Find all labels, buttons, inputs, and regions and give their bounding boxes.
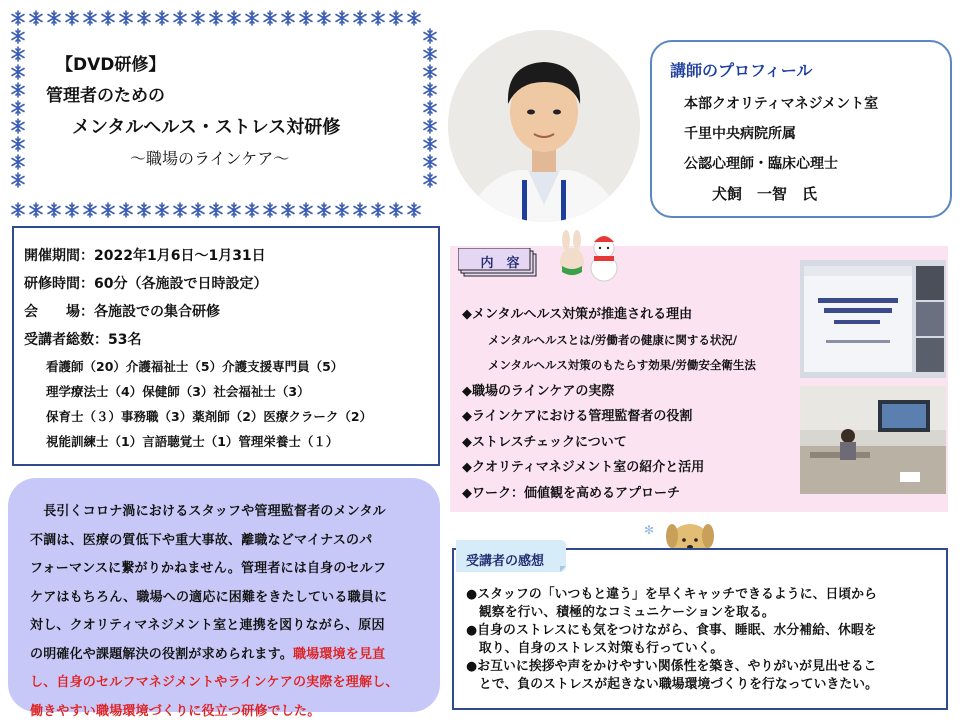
message-highlight-line: 働きやすい職場環境づくりに役立つ研修でした。 [30, 698, 420, 726]
title-frame [8, 8, 440, 220]
snowflake-icon [264, 203, 276, 217]
feedback-line: ●自身のストレスにも気をつけながら、食事、睡眠、水分補給、休暇を [466, 622, 934, 640]
snowflake-icon [12, 119, 24, 133]
message-highlight-line: し、自身のセルフマネジメントやラインケアの実際を理解し、 [30, 669, 420, 698]
snowflake-icon [48, 203, 60, 217]
snowflake-icon [66, 203, 78, 217]
snowflake-icon [228, 203, 240, 217]
title-line-3: メンタルヘルス・ストレス対研修 [46, 112, 426, 143]
snowflake-icon [424, 29, 436, 43]
snowflake-icon [246, 203, 258, 217]
snowflake-icon [354, 11, 366, 25]
feedback-line: 観察を行い、積極的なコミュニケーションを取る。 [466, 604, 934, 622]
message-line: 長引くコロナ渦におけるスタッフや管理監督者のメンタル [30, 498, 420, 527]
breakdown-line: 保育士（３）事務職（3）薬剤師（2）医療クラーク（2） [24, 404, 428, 429]
snowflake-icon [282, 203, 294, 217]
classroom-photo [800, 386, 946, 494]
profile-hospital: 千里中央病院所属 [670, 119, 932, 149]
snowflake-icon [246, 11, 258, 25]
snowflake-icon [210, 203, 222, 217]
snowflake-icon [390, 203, 402, 217]
content-item: ◆ストレスチェックについて [462, 430, 796, 456]
profile-dept: 本部クオリティマネジメント室 [670, 89, 932, 119]
snowflake-icon [354, 203, 366, 217]
content-item: ◆クオリティマネジメント室の紹介と活用 [462, 455, 796, 481]
message-line: 不調は、医療の質低下や重大事故、離職などマイナスのパ [30, 527, 420, 556]
snowflake-icon [84, 203, 96, 217]
snowflake-icon [102, 203, 114, 217]
breakdown-line: 看護師（20）介護福祉士（5）介護支援専門員（5） [24, 354, 428, 379]
snowflake-icon [102, 11, 114, 25]
snowflake-icon [12, 173, 24, 187]
snowflake-icon [12, 47, 24, 61]
message-line: 対し、クオリティマネジメント室と連携を図りながら、原因 [30, 612, 420, 641]
snowflake-icon [192, 203, 204, 217]
snowflake-icon [156, 203, 168, 217]
snowflake-icon [424, 173, 436, 187]
summary-message [8, 478, 440, 712]
profile-heading: 講師のプロフィール [670, 58, 932, 81]
snowflake-icon [390, 11, 402, 25]
content-subitem: メンタルヘルス対策のもたらす効果/労働安全衛生法 [462, 353, 796, 379]
content-label: 内 容 [472, 252, 528, 271]
snowflake-icon [156, 11, 168, 25]
snowflake-icon [174, 203, 186, 217]
instructor-photo [448, 30, 640, 222]
info-time: 研修時間：60分（各施設で日時設定） [24, 270, 428, 298]
feedback-line: とで、負のストレスが起きない職場環境づくりを行なっていきたい。 [466, 676, 934, 694]
snowflake-icon [228, 11, 240, 25]
content-item: ◆メンタルヘルス対策が推進される理由 [462, 302, 796, 328]
content-item: ◆ラインケアにおける管理監督者の役割 [462, 404, 796, 430]
snowflake-icon [12, 155, 24, 169]
snowflake-icon [300, 203, 312, 217]
snowflake-icon [12, 101, 24, 115]
feedback-line: ●お互いに挨拶や声をかけやすい関係性を築き、やりがいが見出せるこ [466, 658, 934, 676]
training-info [12, 226, 440, 466]
snowflake-icon [120, 11, 132, 25]
snowflake-icon [174, 11, 186, 25]
classroom-image [800, 386, 946, 494]
message-line-normal: の明確化や課題解決の役割が求められます。 [30, 647, 293, 662]
snowflake-icon [12, 137, 24, 151]
snowflake-icon [336, 203, 348, 217]
snowflake-icon [336, 11, 348, 25]
message-line: ケアはもちろん、職場への適応に困難をきたしている職員に [30, 584, 420, 613]
snowflake-icon [66, 11, 78, 25]
title-text [46, 50, 426, 174]
snowflake-icon [12, 203, 24, 217]
snowflake-icon [408, 203, 420, 217]
snowflake-icon [138, 203, 150, 217]
snowflake-icon [12, 29, 24, 43]
snowflake-icon [192, 11, 204, 25]
video-conference-photo [800, 260, 946, 378]
instructor-profile [650, 40, 952, 218]
svg-text:✻: ✻ [644, 523, 654, 537]
breakdown-line: 理学療法士（4）保健師（3）社会福祉士（3） [24, 379, 428, 404]
info-period: 開催期間：2022年1月6日～1月31日 [24, 242, 428, 270]
title-line-1: 【DVD研修】 [46, 50, 426, 81]
snowflake-icon [48, 11, 60, 25]
snowflake-icon [12, 11, 24, 25]
snowflake-icon [12, 65, 24, 79]
profile-name: 犬飼 一智 氏 [670, 179, 932, 209]
breakdown-line: 視能訓練士（1）言語聴覚士（1）管理栄養士（１） [24, 429, 428, 454]
feedback-line: 取り、自身のストレス対策も行っていく。 [466, 640, 934, 658]
profile-qualification: 公認心理師・臨床心理士 [670, 149, 932, 179]
content-item: ◆職場のラインケアの実際 [462, 379, 796, 405]
person-illustration [448, 30, 640, 222]
snowflake-icon [30, 11, 42, 25]
snowflake-icon [30, 203, 42, 217]
info-total: 受講者総数：53名 [24, 326, 428, 354]
snowflake-icon [318, 11, 330, 25]
snowflake-icon [408, 11, 420, 25]
snowflake-icon [282, 11, 294, 25]
feedback-line: ●スタッフの「いつもと違う」を早くキャッチできるように、日頃から [466, 586, 934, 604]
info-venue: 会 場：各施設での集合研修 [24, 298, 428, 326]
message-line-mixed [30, 641, 420, 670]
snowflake-icon [120, 203, 132, 217]
feedback-label: 受講者の感想 [466, 550, 544, 569]
slide-screen-image [800, 260, 946, 378]
content-subitem: メンタルヘルスとは/労働者の健康に関する状況/ [462, 328, 796, 354]
title-line-4: ～職場のラインケア～ [46, 143, 426, 174]
snowman-bunny-icon [552, 226, 628, 284]
snowflake-icon [372, 11, 384, 25]
content-item: ◆ワーク：価値観を高めるアプローチ [462, 481, 796, 507]
message-highlight: 職場環境を見直 [293, 647, 385, 662]
message-line: フォーマンスに繋がりかねません。管理者には自身のセルフ [30, 555, 420, 584]
snowflake-icon [318, 203, 330, 217]
snowflake-icon [372, 203, 384, 217]
content-list [462, 302, 796, 506]
snowflake-icon [84, 11, 96, 25]
title-line-2: 管理者のための [46, 81, 426, 112]
snowflake-icon [264, 11, 276, 25]
snowflake-icon [12, 83, 24, 97]
snowflake-icon [210, 11, 222, 25]
snowflake-icon [138, 11, 150, 25]
snowflake-icon [300, 11, 312, 25]
